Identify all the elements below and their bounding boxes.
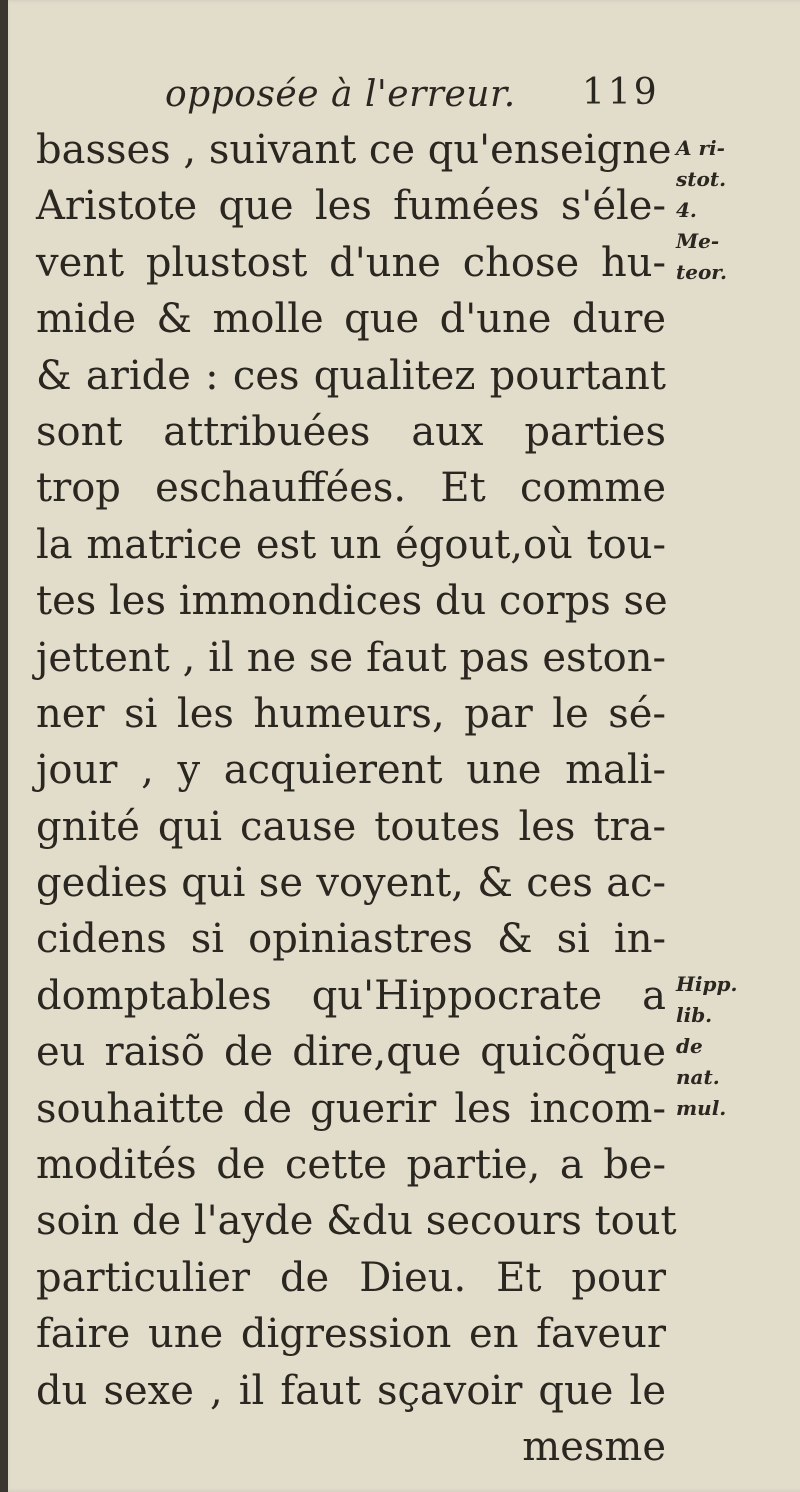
text-line: jour , y acquierent une mali-: [36, 747, 666, 794]
margin-note-line: nat.: [676, 1065, 720, 1089]
text-line: eu raisõ de dire,que quicõque: [36, 1029, 666, 1076]
text-line: jettent , il ne se faut pas eston-: [36, 634, 666, 681]
margin-note-hippocrates: [676, 969, 737, 1124]
margin-note-line: Hipp.: [676, 972, 738, 996]
text-line: cidens si opiniastres & si in-: [36, 916, 666, 963]
margin-note-line: de: [676, 1034, 703, 1058]
text-line: sont attribuées aux parties: [36, 408, 666, 455]
binding-edge: [0, 0, 8, 1492]
text-line: mide & molle que d'une dure: [36, 296, 666, 343]
margin-note-line: Me-: [676, 229, 720, 253]
margin-note-aristotle: [676, 133, 727, 288]
text-line: domptables qu'Hippocrate a: [36, 972, 666, 1019]
text-line: gnité qui cause toutes les tra-: [36, 803, 666, 850]
margin-note-line: A ri-: [676, 136, 725, 160]
running-head: opposée à l'erreur.: [165, 74, 516, 115]
text-line: particulier de Dieu. Et pour: [36, 1254, 666, 1301]
text-line: faire une digression en faveur: [36, 1311, 666, 1358]
text-line: vent plustost d'une chose hu-: [36, 239, 666, 286]
body-text: [36, 122, 677, 1475]
text-line: & aride : ces qualitez pourtant: [36, 352, 666, 399]
margin-note-line: teor.: [676, 260, 727, 284]
text-line: souhaitte de guerir les incom-: [36, 1085, 666, 1132]
text-line: la matrice est un égout,où tou-: [36, 521, 666, 568]
margin-note-line: stot.: [676, 167, 727, 191]
text-line: soin de l'ayde &du secours tout: [36, 1198, 677, 1245]
text-line: du sexe , il faut sçavoir que le: [36, 1367, 666, 1414]
catchword: mesme: [522, 1423, 666, 1470]
page-number: 119: [582, 72, 660, 113]
text-line: ner si les humeurs, par le sé-: [36, 690, 666, 737]
text-line: trop eschauffées. Et comme: [36, 465, 666, 512]
margin-note-line: mul.: [676, 1096, 727, 1120]
text-line: gedies qui se voyent, & ces ac-: [36, 860, 666, 907]
text-line: basses , suivant ce qu'enseigne: [36, 127, 672, 173]
text-line: Aristote que les fumées s'éle-: [36, 183, 666, 230]
margin-note-line: lib.: [676, 1003, 713, 1027]
text-line: tes les immondices du corps se: [36, 578, 668, 625]
margin-note-line: 4.: [676, 198, 697, 222]
text-line: modités de cette partie, a be-: [36, 1142, 666, 1189]
